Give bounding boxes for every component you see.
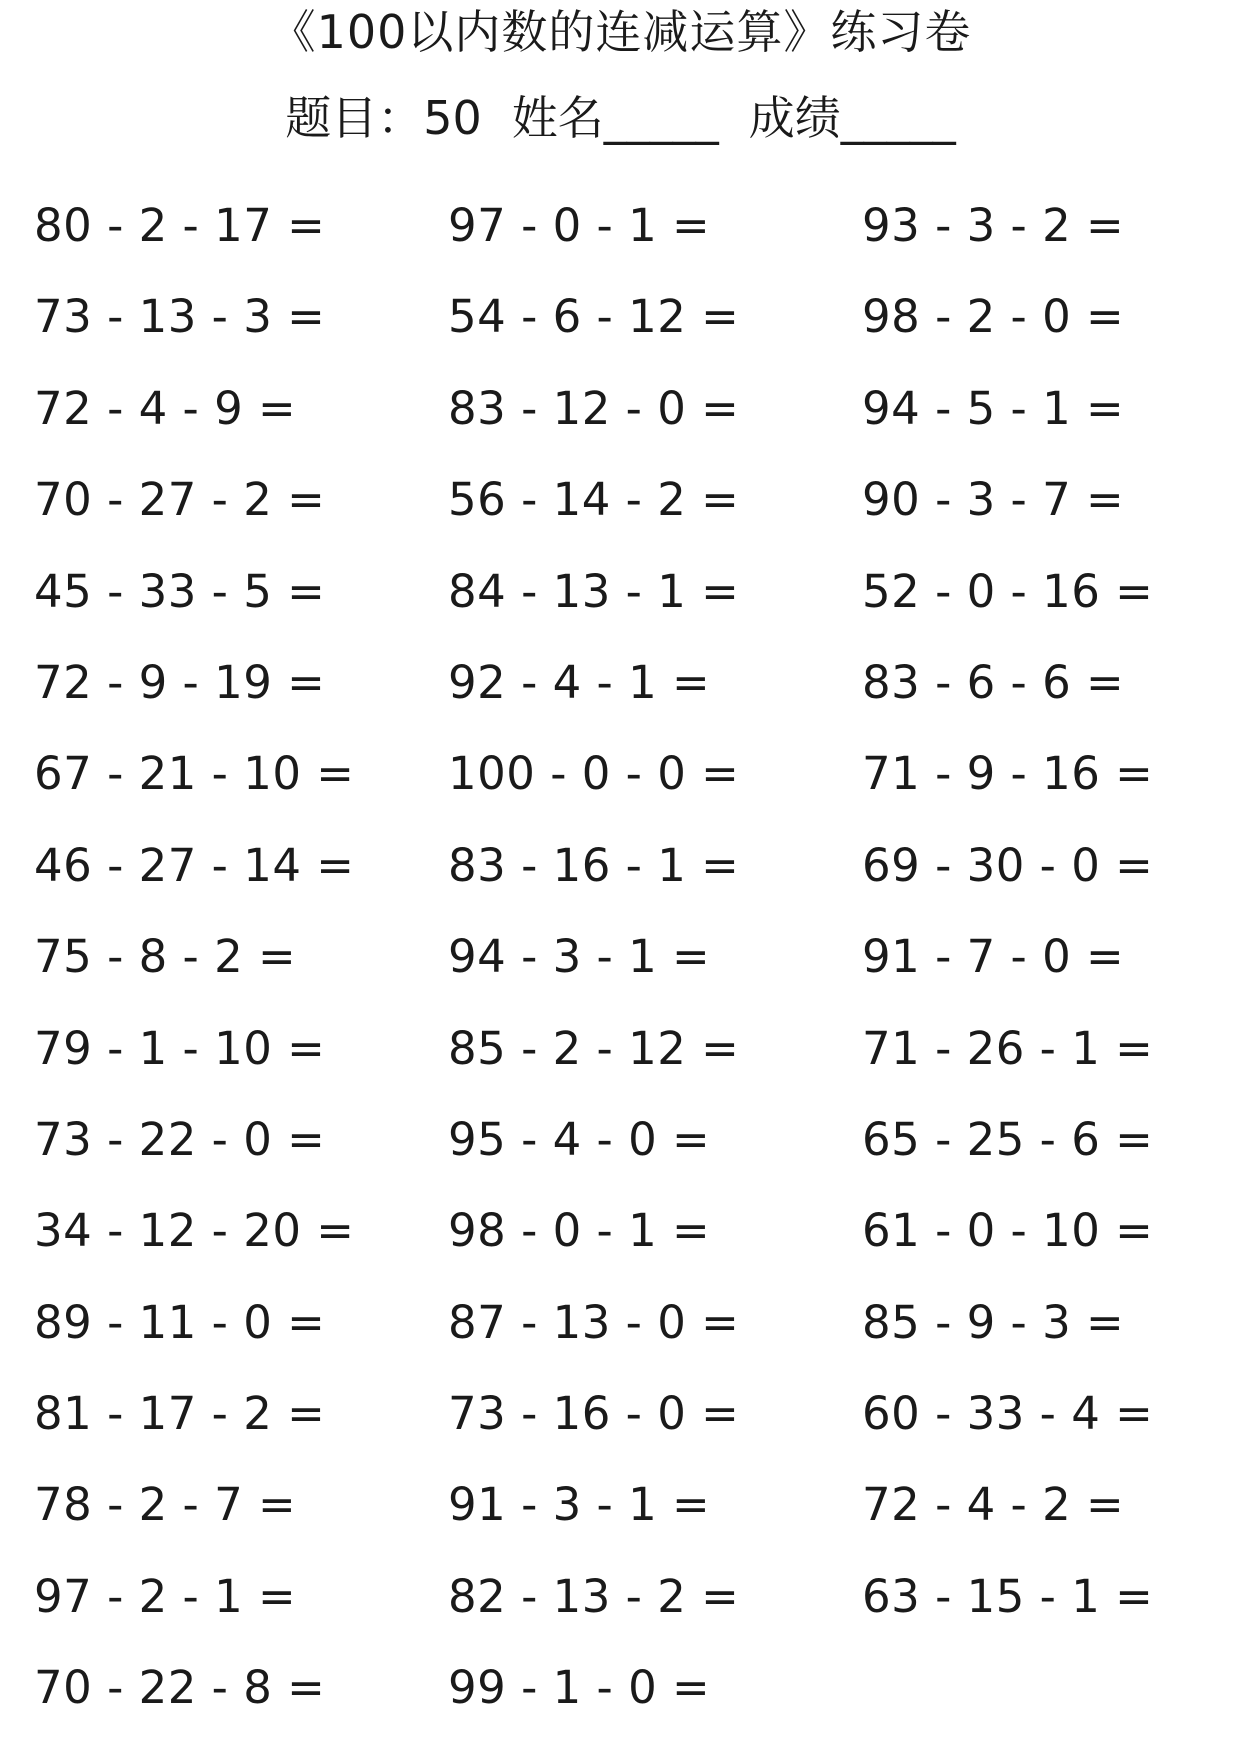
- problem-item: 81 - 17 - 2 =: [34, 1387, 326, 1441]
- problem-item: 67 - 21 - 10 =: [34, 747, 355, 801]
- problem-item: 83 - 16 - 1 =: [448, 838, 740, 892]
- problem-item: 82 - 13 - 2 =: [448, 1569, 740, 1623]
- problem-item: 56 - 14 - 2 =: [448, 473, 740, 527]
- problem-item: 95 - 4 - 0 =: [448, 1112, 711, 1166]
- problem-item: 72 - 9 - 19 =: [34, 655, 326, 709]
- problem-item: 93 - 3 - 2 =: [862, 199, 1125, 252]
- problem-item: 79 - 1 - 10 =: [34, 1021, 326, 1075]
- problem-item: 61 - 0 - 10 =: [862, 1204, 1154, 1258]
- problem-item: 100 - 0 - 0 =: [448, 747, 740, 801]
- problem-item: 98 - 2 - 0 =: [862, 290, 1125, 344]
- problem-item: 85 - 2 - 12 =: [448, 1021, 740, 1075]
- problem-item: 73 - 16 - 0 =: [448, 1387, 740, 1441]
- problem-item: 91 - 3 - 1 =: [448, 1478, 711, 1532]
- problem-item: 45 - 33 - 5 =: [34, 564, 326, 618]
- problem-item: 70 - 22 - 8 =: [34, 1661, 326, 1715]
- problem-item: 90 - 3 - 7 =: [862, 473, 1125, 527]
- score-field[interactable]: 成绩_____: [748, 91, 956, 145]
- problem-item: 87 - 13 - 0 =: [448, 1295, 740, 1349]
- problem-item: 73 - 22 - 0 =: [34, 1112, 326, 1166]
- problem-item: 72 - 4 - 9 =: [34, 381, 297, 435]
- problem-item: 99 - 1 - 0 =: [448, 1661, 711, 1715]
- question-count-label: 题目：: [285, 91, 424, 145]
- problem-item: 72 - 4 - 2 =: [862, 1478, 1125, 1532]
- problem-item: 75 - 8 - 2 =: [34, 930, 297, 984]
- problem-item: 85 - 9 - 3 =: [862, 1295, 1125, 1349]
- problem-item: 98 - 0 - 1 =: [448, 1204, 711, 1258]
- problem-item: 78 - 2 - 7 =: [34, 1478, 297, 1532]
- problem-grid: [34, 196, 1214, 1750]
- problem-item: 83 - 12 - 0 =: [448, 381, 740, 435]
- problem-item: 97 - 0 - 1 =: [448, 199, 711, 252]
- problem-item: 63 - 15 - 1 =: [862, 1569, 1154, 1623]
- name-field[interactable]: 姓名_____: [511, 91, 719, 145]
- problem-item: 60 - 33 - 4 =: [862, 1387, 1154, 1441]
- worksheet-meta: [0, 88, 1241, 148]
- problem-item: 83 - 6 - 6 =: [862, 655, 1125, 709]
- problem-item: 80 - 2 - 17 =: [34, 199, 326, 252]
- problem-item: 70 - 27 - 2 =: [34, 473, 326, 527]
- problem-item: 69 - 30 - 0 =: [862, 838, 1154, 892]
- problem-item: 46 - 27 - 14 =: [34, 838, 355, 892]
- problem-item: 94 - 3 - 1 =: [448, 930, 711, 984]
- problem-item: 97 - 2 - 1 =: [34, 1569, 297, 1623]
- problem-item: 84 - 13 - 1 =: [448, 564, 740, 618]
- problem-item: 52 - 0 - 16 =: [862, 564, 1154, 618]
- problem-item: 73 - 13 - 3 =: [34, 290, 326, 344]
- problem-item: 34 - 12 - 20 =: [34, 1204, 355, 1258]
- question-count-value: 50: [423, 91, 482, 145]
- worksheet-title: 《100以内数的连减运算》练习卷: [269, 5, 972, 59]
- problem-item: 94 - 5 - 1 =: [862, 381, 1125, 435]
- problem-item: 71 - 9 - 16 =: [862, 747, 1154, 801]
- problem-item: 54 - 6 - 12 =: [448, 290, 740, 344]
- problem-item: 91 - 7 - 0 =: [862, 930, 1125, 984]
- problem-item: 65 - 25 - 6 =: [862, 1112, 1154, 1166]
- problem-item: 89 - 11 - 0 =: [34, 1295, 326, 1349]
- problem-item: 71 - 26 - 1 =: [862, 1021, 1154, 1075]
- problem-item: 92 - 4 - 1 =: [448, 655, 711, 709]
